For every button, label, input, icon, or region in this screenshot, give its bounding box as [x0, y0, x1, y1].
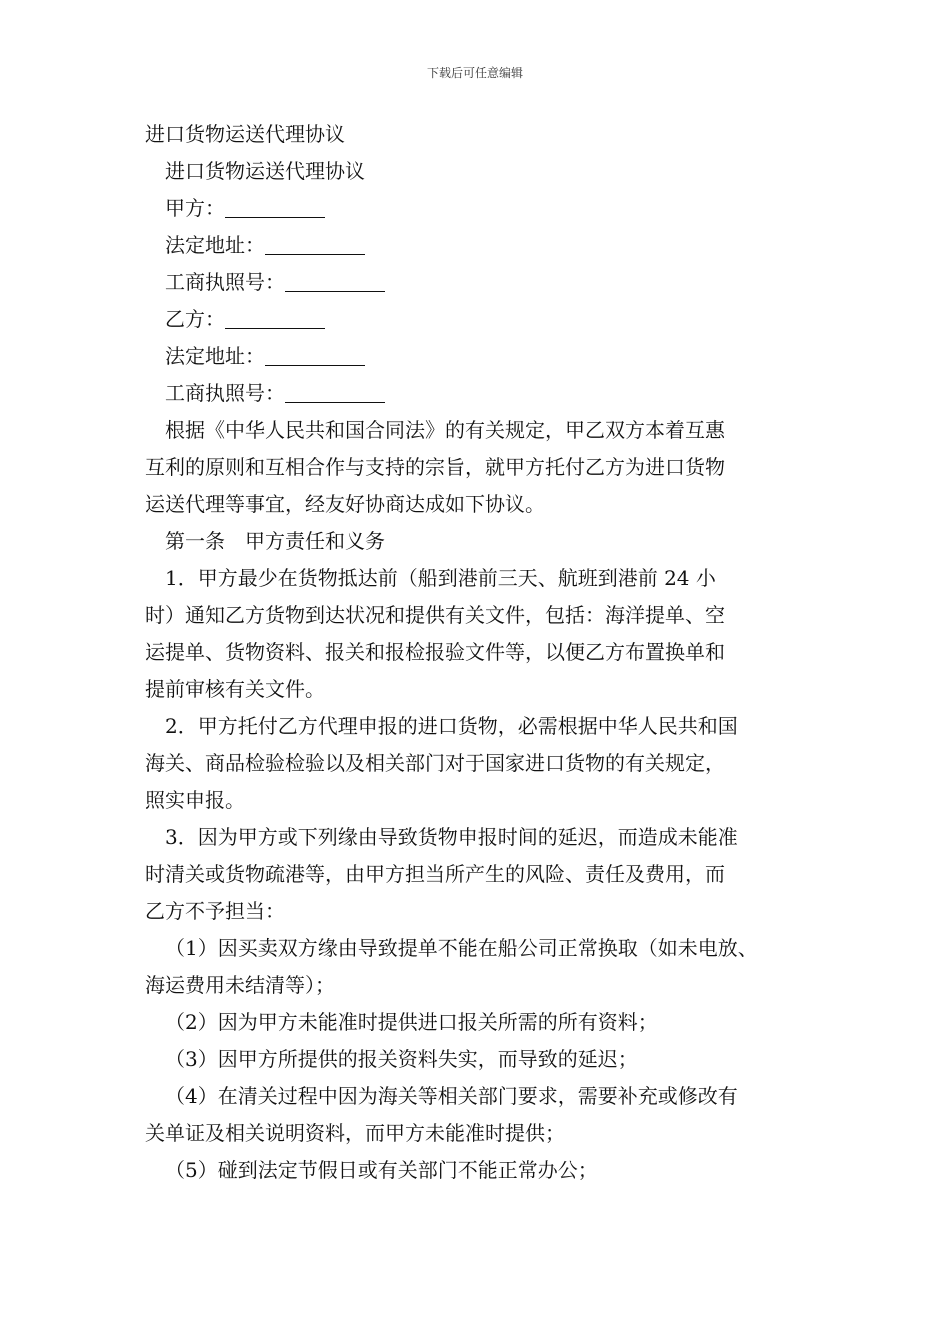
- item2-line: 海关、商品检验检验以及相关部门对于国家进口货物的有关规定，: [145, 751, 725, 775]
- document-title: 进口货物运送代理协议: [145, 122, 345, 146]
- party-a-address-blank[interactable]: [265, 232, 365, 255]
- sub4-line: （4）在清关过程中因为海关等相关部门要求，需要补充或修改有: [165, 1084, 738, 1108]
- sub1-line: 海运费用未结清等）；: [145, 973, 335, 997]
- party-a-address-label: 法定地址：: [165, 233, 265, 257]
- item3-line: 时清关或货物疏港等，由甲方担当所产生的风险、责任及费用，而: [145, 862, 725, 886]
- party-b-field: [145, 301, 825, 338]
- document-subtitle: 进口货物运送代理协议: [165, 159, 365, 183]
- party-b-license-field: [145, 375, 825, 412]
- article1-sub2: （2）因为甲方未能准时提供进口报关所需的所有资料；: [165, 1010, 658, 1034]
- article1-sub3: （3）因甲方所提供的报关资料失实，而导致的延迟；: [165, 1047, 638, 1071]
- article1-sub1: [145, 930, 825, 1004]
- party-a-license-field: [145, 264, 825, 301]
- party-a-address-field: [145, 227, 825, 264]
- item1-line: 运提单、货物资料、报关和报检报验文件等，以便乙方布置换单和: [145, 640, 725, 664]
- party-a-license-blank[interactable]: [285, 269, 385, 292]
- party-a-blank[interactable]: [225, 195, 325, 218]
- preamble-paragraph: [145, 412, 825, 523]
- article1-sub5: （5）碰到法定节假日或有关部门不能正常办公；: [165, 1158, 598, 1182]
- document-body: [145, 116, 825, 1189]
- header-note: 下载后可任意编辑: [426, 66, 523, 80]
- item3-line: 乙方不予担当：: [145, 899, 285, 923]
- sub4-line: 关单证及相关说明资料，而甲方未能准时提供；: [145, 1121, 565, 1145]
- party-b-license-blank[interactable]: [285, 380, 385, 403]
- preamble-line: 运送代理等事宜，经友好协商达成如下协议。: [145, 492, 545, 516]
- sub1-line: （1）因买卖双方缘由导致提单不能在船公司正常换取（如未电放、: [165, 936, 758, 960]
- party-a-label: 甲方：: [165, 196, 225, 220]
- article1-sub4: [145, 1078, 825, 1152]
- party-b-address-field: [145, 338, 825, 375]
- party-b-address-blank[interactable]: [265, 343, 365, 366]
- item1-line: 1．甲方最少在货物抵达前（船到港前三天、航班到港前 24 小: [165, 566, 716, 590]
- item1-line: 时）通知乙方货物到达状况和提供有关文件，包括：海洋提单、空: [145, 603, 725, 627]
- party-b-license-label: 工商执照号：: [165, 381, 285, 405]
- item2-line: 照实申报。: [145, 788, 245, 812]
- party-b-label: 乙方：: [165, 307, 225, 331]
- party-b-blank[interactable]: [225, 306, 325, 329]
- party-a-field: [145, 190, 825, 227]
- article1-item1: [145, 560, 825, 708]
- party-a-license-label: 工商执照号：: [165, 270, 285, 294]
- article1-heading: 第一条 甲方责任和义务: [165, 529, 385, 553]
- article1-item2: [145, 708, 825, 819]
- preamble-line: 根据《中华人民共和国合同法》的有关规定，甲乙双方本着互惠: [165, 418, 725, 442]
- item1-line: 提前审核有关文件。: [145, 677, 325, 701]
- article1-item3: [145, 819, 825, 930]
- party-b-address-label: 法定地址：: [165, 344, 265, 368]
- item2-line: 2．甲方托付乙方代理申报的进口货物，必需根据中华人民共和国: [165, 714, 738, 738]
- preamble-line: 互利的原则和互相合作与支持的宗旨，就甲方托付乙方为进口货物: [145, 455, 725, 479]
- item3-line: 3．因为甲方或下列缘由导致货物申报时间的延迟，而造成未能准: [165, 825, 738, 849]
